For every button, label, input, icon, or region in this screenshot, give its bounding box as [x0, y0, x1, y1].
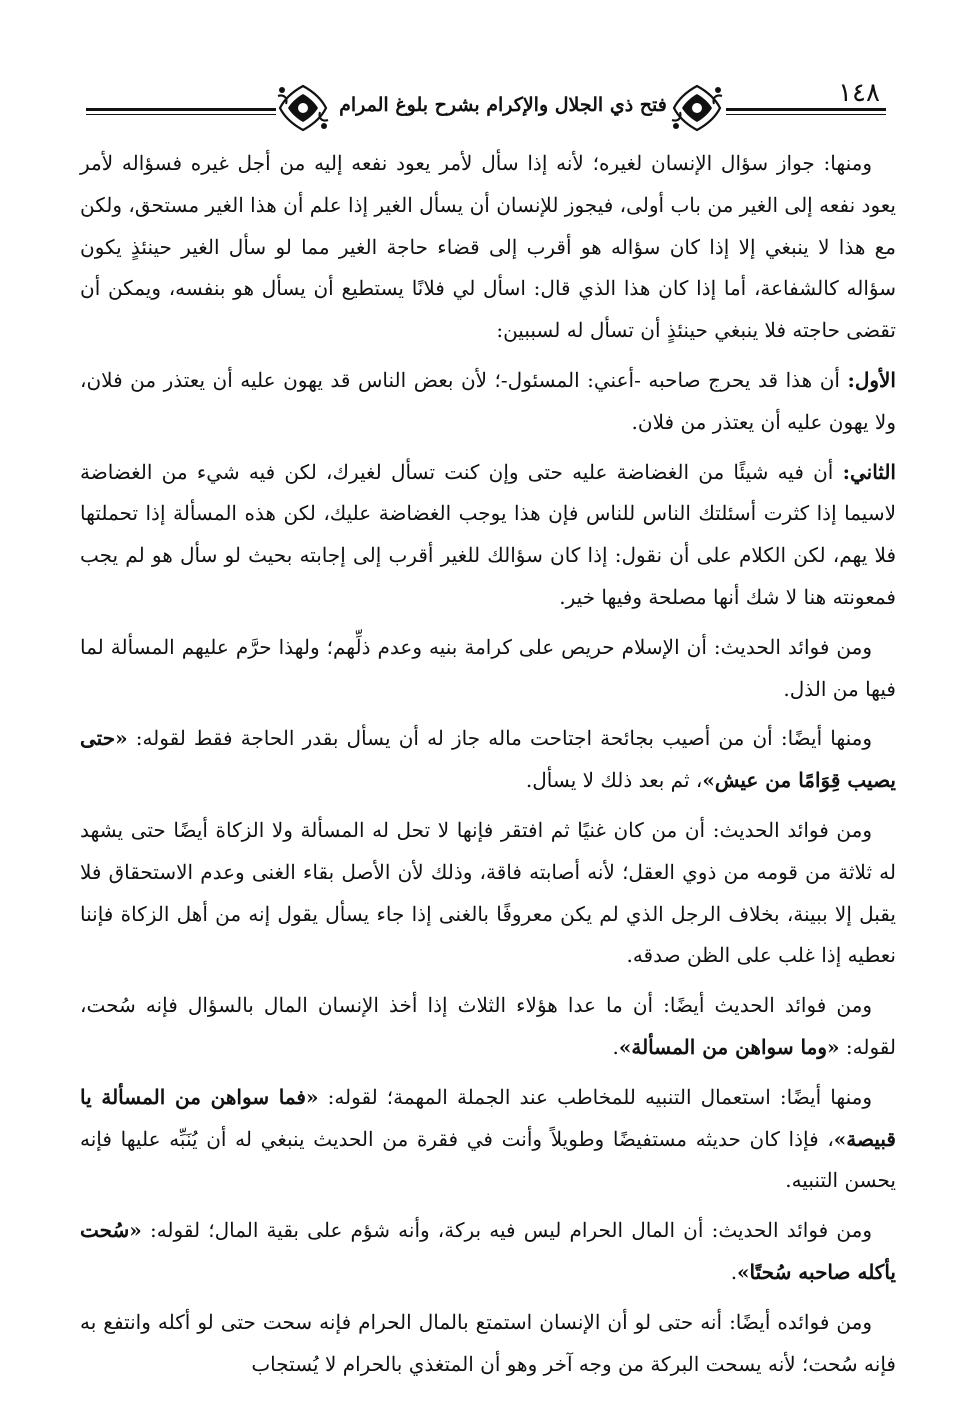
paragraph-lead: الأول:: [847, 367, 896, 392]
paragraph: [80, 1210, 896, 1294]
paragraph: [80, 718, 896, 802]
paragraph-tail: .: [730, 1259, 738, 1284]
paragraph: [80, 452, 896, 619]
paragraph-text: ومن فوائد الحديث أيضًا: أن ما عدا هؤلاء الثلاث إذا أخذ الإنسان المال بالسؤال فإنه سُحت، لقوله:: [80, 993, 896, 1059]
header-rule-right-thin: [726, 114, 886, 115]
header-rule-right: [726, 108, 886, 111]
floral-ornament-icon: [274, 82, 332, 134]
paragraph: [80, 810, 896, 977]
hadith-quote: «فما سواهن من المسألة يا قبيصة»: [80, 1084, 896, 1151]
paragraph-tail: ، ثم بعد ذلك لا يسأل.: [525, 768, 703, 793]
paragraph-text: ومنها أيضًا: أن من أصيب بجائحة اجتاحت ماله جاز له أن يسأل بقدر الحاجة فقط لقوله:: [127, 726, 872, 751]
paragraph-tail: ، فإذا كان حديثه مستفيضًا وطويلاً وأنت في فقرة من الحديث ينبغي له أن يُنَبِّه عليها فإنه يحسن التنبيه.: [80, 1126, 896, 1193]
paragraph: [80, 627, 896, 711]
paragraph: [80, 1077, 896, 1202]
paragraph: [80, 143, 896, 352]
paragraph-text: ومنها أيضًا: استعمال التنبيه للمخاطب عند الجملة المهمة؛ لقوله:: [318, 1084, 872, 1109]
paragraph-text: أن هذا قد يحرج صاحبه -أعني: المسئول-؛ لأن بعض الناس قد يهون عليه أن يعتذر من فلان، ولا يهون عليه أن يعتذر من فلان.: [80, 367, 896, 434]
paragraph-text: ومنها: جواز سؤال الإنسان لغيره؛ لأنه إذا سأل لأمر يعود نفعه إليه من أجل غيره فسؤاله لأمر يعود نفعه إلى الغير من باب أولى، فيجوز للإنسان أن يسأل الغير إذا علم أن هذا الغير مستحق، ولكن مع هذا لا ينبغي إلا إذا كان سؤاله هو أقرب إلى قضاء حاجة الغير مما لو سأل الغير حينئذٍ يكون سؤاله كالشفاعة، أما إذا كان هذا الذي قال: اسأل لي فلانًا يستطيع أن يسأل هو بنفسه، ويمكن أن تقضى حاجته فلا ينبغي حينئذٍ أن تسأل له لسببين:: [80, 151, 896, 343]
paragraph-text: ومن فوائده أيضًا: أنه حتى لو أن الإنسان استمتع بالمال الحرام فإنه سحت حتى لو أكله وانتفع به فإنه سُحت؛ لأنه يسحت البركة من وجه آخر وهو أن المتغذي بالحرام لا يُستجاب: [80, 1309, 896, 1376]
page-number: ١٤٨: [838, 78, 880, 108]
floral-ornament-icon: [668, 82, 726, 134]
paragraph-text: ومن فوائد الحديث: أن المال الحرام ليس فيه بركة، وأنه شؤم على بقية المال؛ لقوله:: [141, 1218, 872, 1243]
book-title: فتح ذي الجلال والإكرام بشرح بلوغ المرام: [339, 94, 667, 116]
paragraph-text: أن فيه شيئًا من الغضاضة عليه حتى وإن كنت تسأل لغيرك، لكن فيه شيء من الغضاضة لاسيما إذا كثرت أسئلتك الناس للناس فإن هذا يوجب الغضاضة عليك، لكن هذه المسألة إذا تحملتها فلا يهم، لكن الكلام على أن نقول: إذا كان سؤالك للغير أقرب إلى إجابته بحيث لو سأل هو لم يجب فمعونته هنا لا شك أنها مصلحة وفيها خير.: [80, 459, 897, 609]
paragraph: [80, 360, 896, 444]
page-header: [86, 76, 886, 136]
paragraph-text: ومن فوائد الحديث: أن الإسلام حريص على كرامة بنيه وعدم ذلِّهم؛ ولهذا حرَّم عليهم المسألة لما فيها من الذل.: [80, 634, 896, 701]
paragraph: [80, 985, 896, 1069]
header-rule-left: [86, 108, 276, 111]
page-body: [80, 143, 896, 1393]
header-rule-left-thin: [86, 114, 276, 115]
hadith-quote: «سُحت يأكله صاحبه سُحتًا»: [80, 1218, 896, 1284]
paragraph-text: ومن فوائد الحديث: أن من كان غنيًا ثم افتقر فإنها لا تحل له المسألة ولا الزكاة أيضًا حتى يشهد له ثلاثة من قومه من ذوي العقل؛ لأنه أصابته فاقة، وذلك لأن الأصل بقاء الغنى وعدم الاستحقاق فلا يقبل إلا ببينة، بخلاف الرجل الذي لم يكن معروفًا بالغنى إذا جاء يسأل يقول إنه من أهل الزكاة فإننا نعطيه إذا غلب على الظن صدقه.: [80, 817, 896, 968]
paragraph-lead: الثاني:: [842, 459, 896, 484]
paragraph: [80, 1302, 896, 1386]
paragraph-tail: .: [612, 1034, 619, 1059]
hadith-quote: «وما سواهن من المسألة»: [618, 1034, 840, 1059]
hadith-quote: «حتى يصيب قِوَامًا من عيش»: [80, 726, 896, 793]
